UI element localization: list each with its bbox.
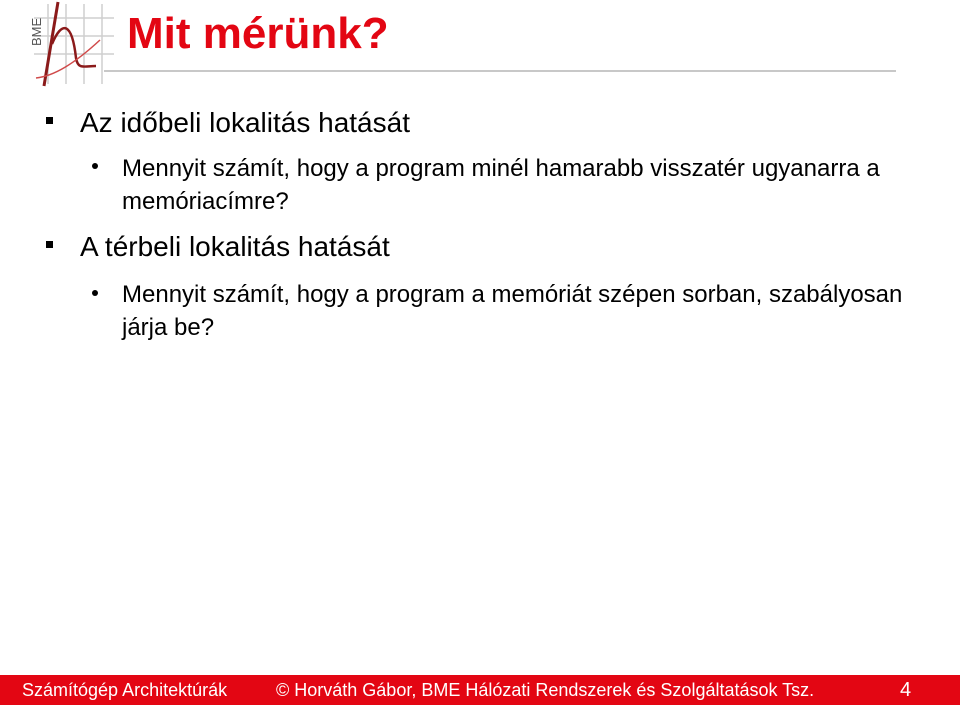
bullet-temporal-locality: Az időbeli lokalitás hatását [80,107,410,138]
footer-bar [0,675,960,705]
page-number: 4 [900,679,912,701]
slide-title: Mit mérünk? [127,9,389,58]
footer-credit: © Horváth Gábor, BME Hálózati Rendszerek és Szolgáltatások Tsz. [276,680,815,700]
footer-course-name: Számítógép Architektúrák [22,680,228,700]
square-bullet-icon [46,241,53,248]
round-bullet-icon [92,290,98,296]
bme-logo-icon [14,0,114,88]
square-bullet-icon [46,117,53,124]
sub-bullet-temporal-question: Mennyit számít, hogy a program minél hamarabb visszatér ugyanarra a memóriacímre? [122,155,880,215]
sub-bullet-spatial-question: Mennyit számít, hogy a program a memóriát szépen sorban, szabályosan járja be? [122,281,903,341]
round-bullet-icon [92,163,98,169]
logo-text: BME [29,17,44,46]
bullet-spatial-locality: A térbeli lokalitás hatását [80,231,390,262]
title-divider [104,70,896,72]
